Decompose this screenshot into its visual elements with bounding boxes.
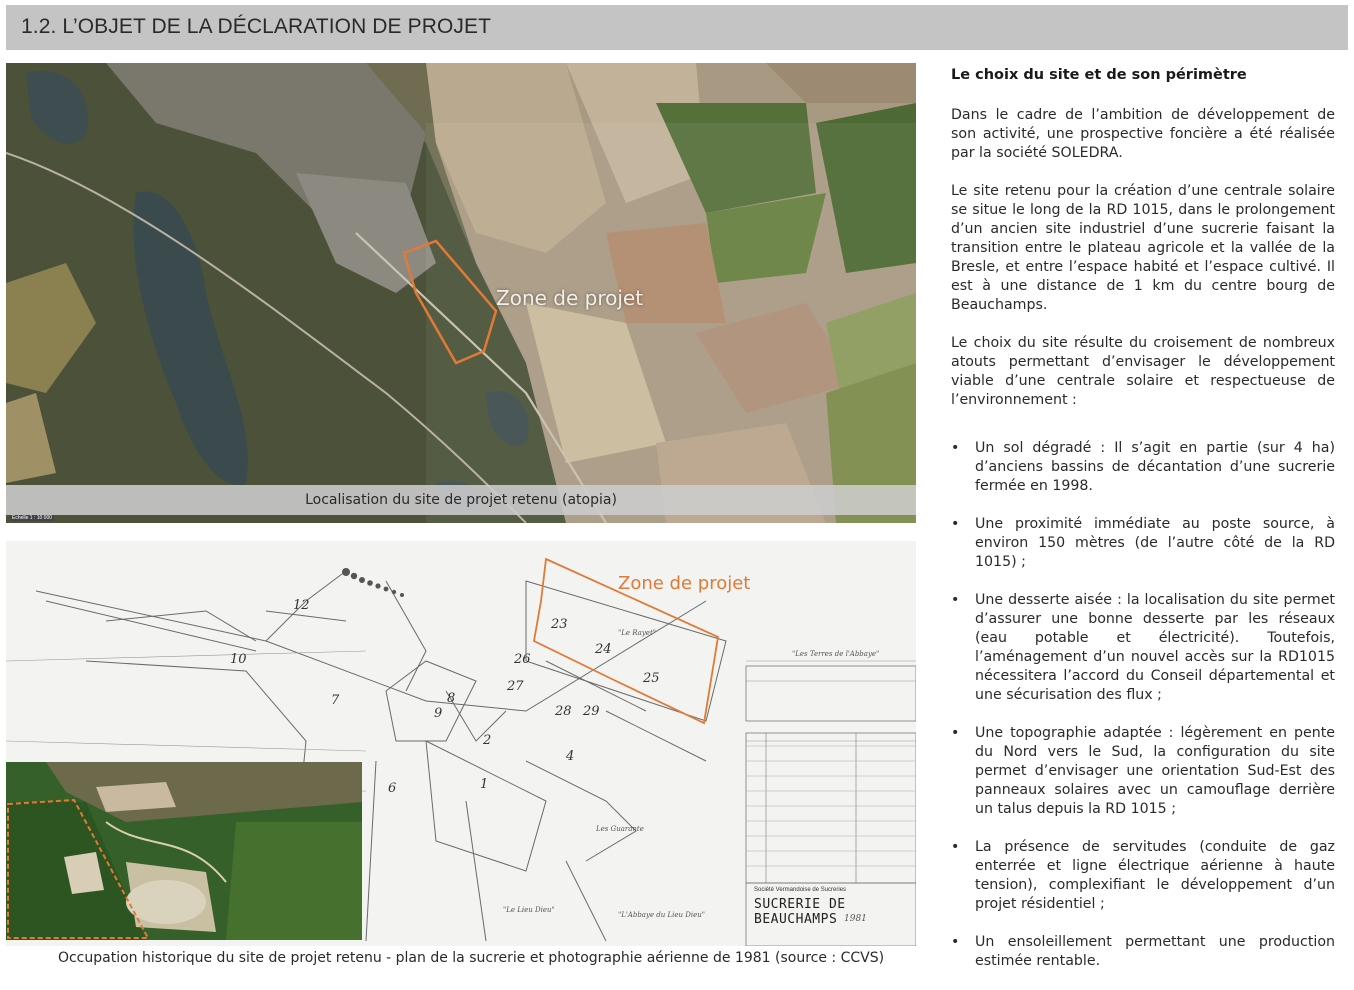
place-name: "Les Terres de l'Abbaye" <box>792 650 880 658</box>
parcel-number: 24 <box>595 642 612 657</box>
list-item: • Un ensoleillement permettant une production estimée rentable. <box>951 933 1335 971</box>
parcel-number: 27 <box>507 679 524 694</box>
parcel-number: 8 <box>447 691 456 706</box>
paragraph: Le choix du site résulte du croisement de nombreux atouts permettant d’envisager le développement viable d’une centrale solaire et respectueuse de l’environnement : <box>951 335 1335 408</box>
parcel-number: 9 <box>434 706 443 721</box>
parcel-number: 25 <box>643 671 660 686</box>
parcel-number: 28 <box>555 704 572 719</box>
aerial-scale-note: Echelle 1 : 10 000 <box>12 515 53 521</box>
paragraph: Dans le cadre de l’ambition de développement de son activité, une prospective foncière a été réalisée par la société SOLEDRA. <box>951 107 1335 161</box>
paragraph: Le site retenu pour la création d’une centrale solaire se situe le long de la RD 1015, dans le prolongement d’un ancien site industriel d’une sucrerie faisant la transition entre le plateau agricole et la vallée de la Bresle, et entre l’espace habité et l’espace cultivé. Il est à une distance de 1 km du centre bourg de Beauchamps. <box>951 183 1335 313</box>
list-item: • Une topographie adaptée : légèrement en pente du Nord vers le Sud, la configuration du site permet d’envisager une orientation Sud-Est des panneaux solaires avec un camouflage derrière un talus depuis la RD 1015 ; <box>951 724 1335 819</box>
legend-company: Société Vermandoise de Sucreries <box>754 887 847 893</box>
parcel-number: 12 <box>293 598 310 613</box>
place-name: Les Guarante <box>596 825 644 833</box>
parcel-number: 7 <box>331 693 340 708</box>
parcel-number: 26 <box>514 652 531 667</box>
parcel-number: 4 <box>566 749 575 764</box>
place-name: "Le Rayet" <box>618 629 656 637</box>
aerial-map-image <box>6 63 916 523</box>
text-column <box>951 66 1335 990</box>
aerial-caption: Localisation du site de projet retenu (atopia) <box>305 492 617 508</box>
plan-zone-label: Zone de projet <box>618 573 751 594</box>
legend-title: SUCRERIE DE BEAUCHAMPS <box>754 897 846 927</box>
page-title: 1.2. L’OBJET DE LA DÉCLARATION DE PROJET <box>21 15 492 38</box>
parcel-number: 1 <box>480 777 489 792</box>
parcel-number: 23 <box>551 617 568 632</box>
parcel-number: 6 <box>388 781 397 796</box>
aerial-map <box>6 63 916 523</box>
advantages-list <box>951 439 1335 971</box>
aerial-photo-1981 <box>6 762 362 940</box>
section-heading: Le choix du site et de son périmètre <box>951 67 1247 83</box>
aerial-caption-bar <box>6 485 916 515</box>
aerial-zone-label: Zone de projet <box>496 286 644 310</box>
parcel-number: 10 <box>230 652 247 667</box>
place-name: "L'Abbaye du Lieu Dieu" <box>618 911 706 919</box>
list-item: • Une desserte aisée : la localisation du site permet d’assurer une bonne desserte par les réseaux (eau potable et électricité). Toutefois, l’aménagement d’un nouvel accès sur la RD1015 nécessitera l’accord du Conseil départemental et une sécurisation des flux ; <box>951 591 1335 705</box>
aerial-photo-image <box>6 762 362 940</box>
list-item: • Une proximité immédiate au poste source, à environ 150 mètres (de l’autre côté de la RD 1015) ; <box>951 515 1335 572</box>
parcel-number: 29 <box>583 704 600 719</box>
place-name: "Le Lieu Dieu" <box>503 906 555 914</box>
legend-year: 1981 <box>844 914 867 924</box>
parcel-number: 2 <box>483 733 492 748</box>
list-item: • Un sol dégradé : Il s’agit en partie (sur 4 ha) d’anciens bassins de décantation d’une sucrerie fermée en 1998. <box>951 439 1335 496</box>
page-header <box>6 5 1348 50</box>
list-item: • La présence de servitudes (conduite de gaz enterrée et ligne électrique aérienne à haute tension), complexifiant le développement d’un projet résidentiel ; <box>951 838 1335 914</box>
plan-caption: Occupation historique du site de projet retenu - plan de la sucrerie et photographie aérienne de 1981 (source : CCVS) <box>57 950 885 966</box>
